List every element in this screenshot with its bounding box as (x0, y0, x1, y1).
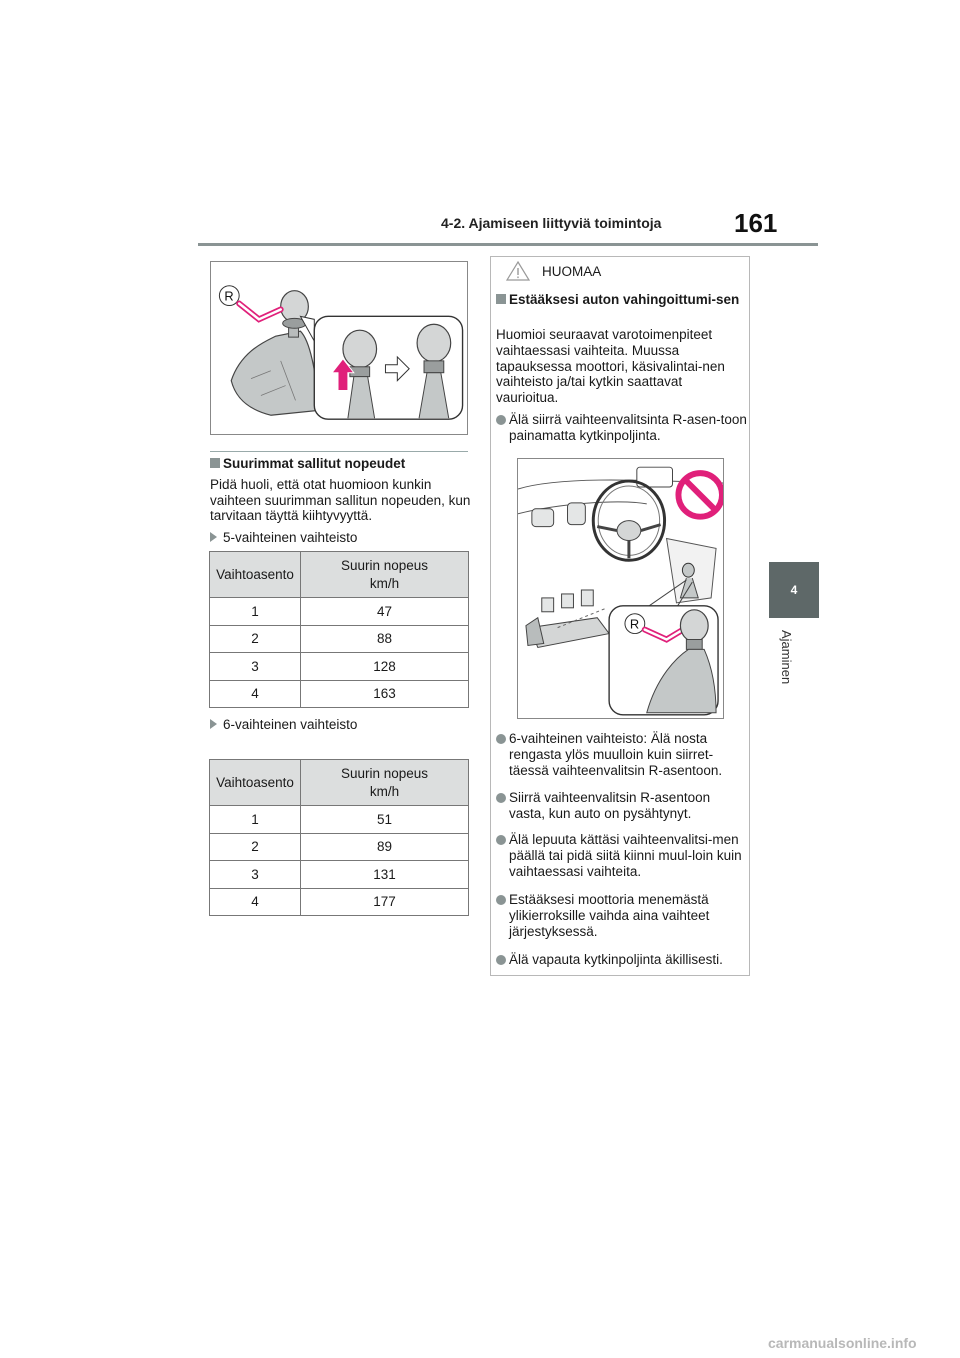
table-row (210, 680, 469, 708)
r-label-circle (625, 614, 645, 634)
table-header-gear: Vaihtoasento (210, 552, 301, 598)
table-header-gear: Vaihtoasento (210, 760, 301, 806)
speed-table-6 (209, 759, 469, 916)
bullet-text: Älä siirrä vaihteenvalitsinta R-asen-toon painamatta kytkinpoljinta. (509, 412, 747, 443)
speed-cell: 47 (301, 598, 469, 626)
notice-bullet (496, 832, 748, 879)
triangle-bullet-icon (210, 532, 217, 542)
section-heading-text: Suurimmat sallitut nopeudet (223, 456, 406, 471)
chapter-tab: 4 (769, 562, 819, 618)
bullet-dot-icon (496, 734, 506, 744)
header-divider (198, 243, 818, 246)
notice-bullet (496, 952, 748, 968)
bullet-text: Älä lepuuta kättäsi vaihteenvalitsi-men päällä tai pidä siitä kiinni muul-loin kuin vaihtaessasi vaihteita. (509, 832, 742, 879)
notice-title: HUOMAA (542, 264, 602, 279)
speed-cell: 51 (301, 806, 469, 834)
header-speed-line2: km/h (369, 783, 400, 799)
table-row (210, 833, 469, 861)
bullet-dot-icon (496, 955, 506, 965)
speed-table-5 (209, 551, 469, 708)
gear-cell: 1 (210, 598, 301, 626)
square-bullet-icon (496, 294, 506, 304)
notice-bullet (496, 790, 748, 822)
header-speed-line1: Suurin nopeus (340, 765, 429, 781)
shift-lever-drawing (211, 262, 467, 434)
notice-heading (496, 292, 746, 308)
svg-text:R: R (629, 616, 640, 632)
section-divider (210, 451, 468, 452)
watermark: carmanualsonline.info (768, 1335, 917, 1351)
speed-cell: 128 (301, 653, 469, 681)
prohibition-icon (678, 473, 722, 517)
dashboard-drawing (518, 459, 723, 718)
table-row (210, 888, 469, 916)
gear-cell: 2 (210, 625, 301, 653)
speed-cell: 163 (301, 680, 469, 708)
notice-bullet (496, 412, 748, 444)
gear-cell: 1 (210, 806, 301, 834)
table-row (210, 861, 469, 889)
r-label-circle (219, 286, 239, 306)
section-heading (210, 456, 405, 471)
section-paragraph: Pidä huoli, että otat huomioon kunkin vaihteen suurimman sallitun nopeuden, kun tarvitaan täyttä kiihtyvyyttä. (210, 477, 471, 523)
table-header-speed (301, 552, 469, 598)
bullet-dot-icon (496, 415, 506, 425)
bullet-dot-icon (496, 895, 506, 905)
square-bullet-icon (210, 458, 220, 468)
gear-cell: 3 (210, 861, 301, 889)
notice-bullet (496, 731, 748, 778)
gear-cell: 2 (210, 833, 301, 861)
shift-lever-illustration (210, 261, 468, 435)
speed-cell: 177 (301, 888, 469, 916)
svg-text:R: R (224, 288, 234, 304)
triangle-bullet-icon (210, 719, 217, 729)
subheading-text: 5-vaihteinen vaihteisto (223, 530, 358, 545)
subheading-text: 6-vaihteinen vaihteisto (223, 717, 358, 732)
bullet-dot-icon (496, 835, 506, 845)
gear-cell: 3 (210, 653, 301, 681)
warning-triangle-icon (505, 260, 531, 282)
notice-heading-text: Estääksesi auton vahingoittumi-sen (509, 292, 740, 307)
notice-paragraph: Huomioi seuraavat varotoimenpiteet vaihtaessasi vaihteita. Muussa tapauksessa moottori, käsivalintai-nen vaihteisto ja/tai kytkin saattavat vaurioitua. (496, 327, 725, 406)
gear-cell: 4 (210, 680, 301, 708)
subheading-6-speed (210, 717, 357, 732)
page-number: 161 (734, 208, 778, 238)
subheading-5-speed (210, 530, 357, 545)
header-speed-line2: km/h (369, 575, 400, 591)
table-row (210, 625, 469, 653)
table-row (210, 653, 469, 681)
gear-cell: 4 (210, 888, 301, 916)
speed-cell: 89 (301, 833, 469, 861)
notice-bullet (496, 892, 748, 939)
bullet-text: Älä vapauta kytkinpoljinta äkillisesti. (509, 952, 723, 967)
table-header-speed (301, 760, 469, 806)
bullet-text: 6-vaihteinen vaihteisto: Älä nosta rengasta ylös muulloin kuin siirret-täessä vaihteenvalitsin R-asentoon. (509, 731, 723, 778)
bullet-text: Estääksesi moottoria menemästä ylikierroksille vaihda aina vaihteet järjestyksessä. (509, 892, 710, 939)
header-speed-line1: Suurin nopeus (340, 557, 429, 573)
table-row (210, 598, 469, 626)
speed-cell: 88 (301, 625, 469, 653)
speed-cell: 131 (301, 861, 469, 889)
bullet-text: Siirrä vaihteenvalitsin R-asentoon vasta, kun auto on pysähtynyt. (509, 790, 711, 821)
table-row (210, 806, 469, 834)
bullet-dot-icon (496, 793, 506, 803)
clutch-warning-illustration (517, 458, 724, 719)
chapter-label: Ajaminen (779, 630, 794, 685)
section-title: 4-2. Ajamiseen liittyviä toimintoja (441, 215, 662, 231)
